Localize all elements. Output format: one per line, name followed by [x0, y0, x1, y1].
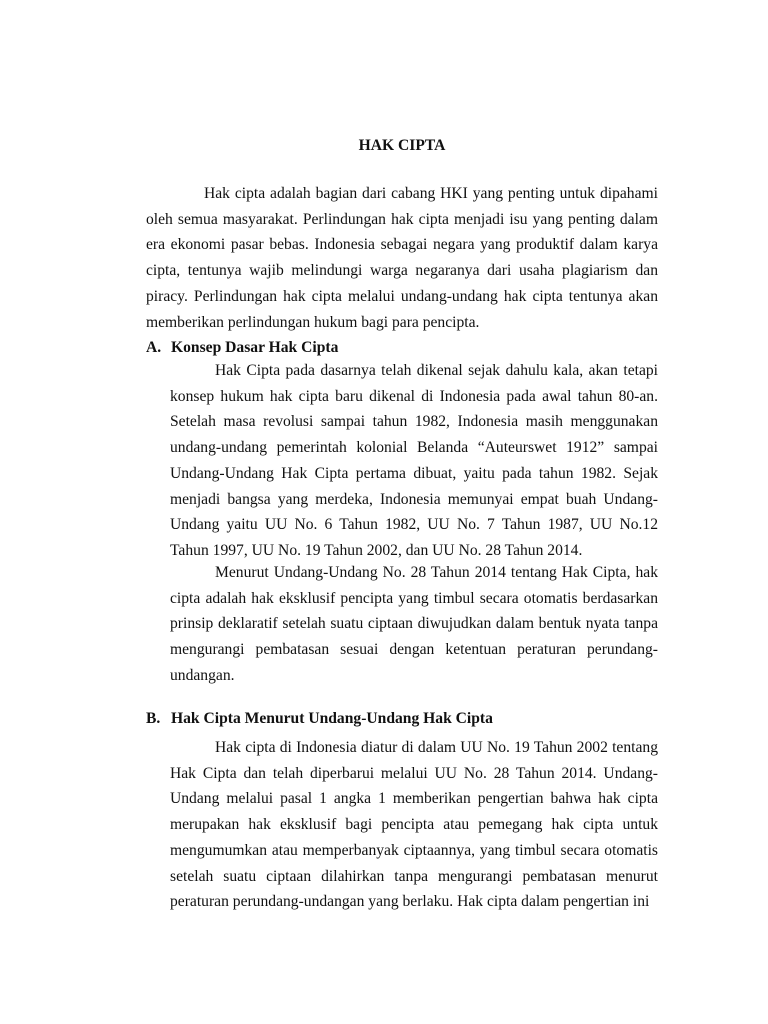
- section-b-paragraph-1: Hak cipta di Indonesia diatur di dalam UU No. 19 Tahun 2002 tentang Hak Cipta dan telah diperbarui melalui UU No. 28 Tahun 2014. Undang-Undang melalui pasal 1 angka 1 memberikan pengertian bahwa hak cipta merupakan hak eksklusif bagi pencipta atau pemegang hak cipta untuk mengumumkan atau memperbanyak ciptaannya, yang timbul secara otomatis setelah suatu ciptaan dilahirkan tanpa mengurangi pembatasan menurut peraturan perundang-undangan yang berlaku. Hak cipta dalam pengertian ini: [170, 739, 658, 911]
- section-a-paragraph-1: Hak Cipta pada dasarnya telah dikenal sejak dahulu kala, akan tetapi konsep hukum hak cipta baru dikenal di Indonesia pada awal tahun 80-an. Setelah masa revolusi sampai tahun 1982, Indonesia masih menggunakan undang-undang pemerintah kolonial Belanda “Auteurswet 1912” sampai Undang-Undang Hak Cipta pertama dibuat, yaitu pada tahun 1982. Sejak menjadi bangsa yang merdeka, Indonesia memunyai empat buah Undang-Undang yaitu UU No. 6 Tahun 1982, UU No. 7 Tahun 1987, UU No.12 Tahun 1997, UU No. 19 Tahun 2002, dan UU No. 28 Tahun 2014.: [170, 362, 658, 559]
- section-a-title: Konsep Dasar Hak Cipta: [171, 339, 339, 356]
- section-a-letter: A.: [146, 339, 162, 356]
- intro-paragraph: Hak cipta adalah bagian dari cabang HKI yang penting untuk dipahami oleh semua masyarakat. Perlindungan hak cipta menjadi isu yang penting dalam era ekonomi pasar bebas. Indonesia sebagai negara yang produktif dalam karya cipta, tentunya wajib melindungi warga negaranya dari usaha plagiarism dan piracy. Perlindungan hak cipta melalui undang-undang hak cipta tentunya akan memberikan perlindungan hukum bagi para pencipta.: [146, 185, 658, 331]
- section-b-heading: [146, 709, 493, 729]
- page-title: HAK CIPTA: [358, 137, 446, 154]
- section-a-paragraph-2: Menurut Undang-Undang No. 28 Tahun 2014 tentang Hak Cipta, hak cipta adalah hak eksklusif pencipta yang timbul secara otomatis berdasarkan prinsip deklaratif setelah suatu ciptaan diwujudkan dalam bentuk nyata tanpa mengurangi pembatasan sesuai dengan ketentuan peraturan perundang-undangan.: [170, 564, 658, 684]
- section-b-letter: B.: [146, 710, 161, 727]
- section-a-heading: [146, 338, 338, 358]
- section-b-title: Hak Cipta Menurut Undang-Undang Hak Cipta: [171, 710, 493, 727]
